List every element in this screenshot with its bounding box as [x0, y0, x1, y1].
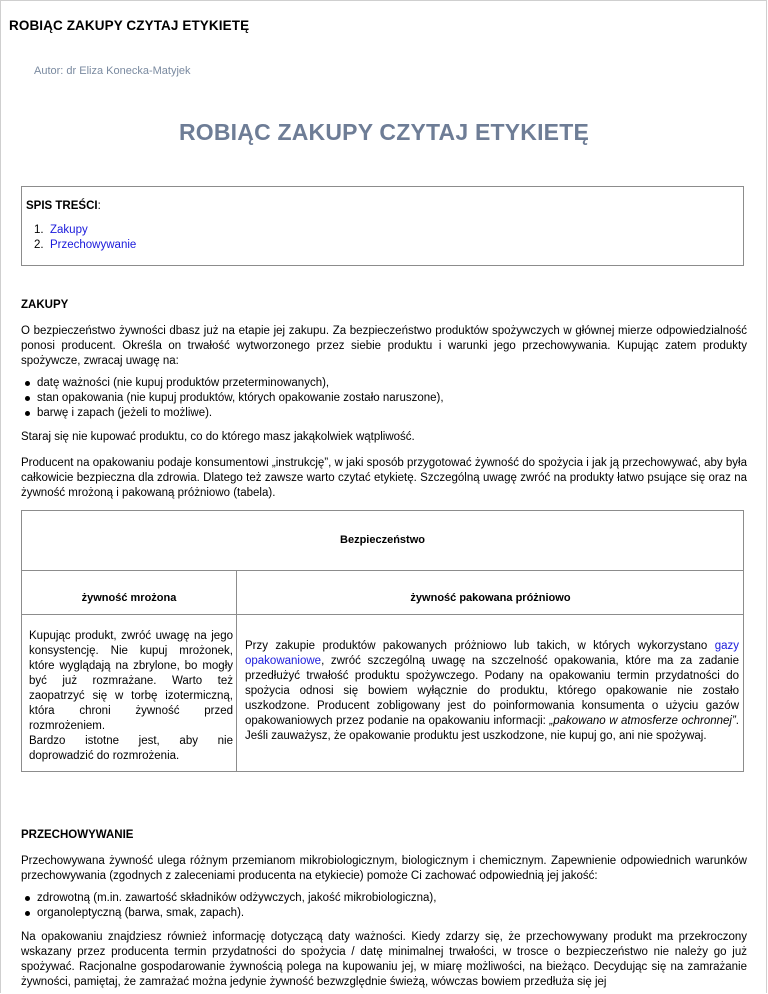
table-column-divider	[236, 571, 237, 771]
column-header-vacuum: żywność pakowana próżniowo	[410, 592, 571, 604]
toc-item	[34, 238, 136, 253]
table-of-contents	[21, 186, 744, 266]
toc-list	[34, 223, 136, 253]
toc-link-zakupy[interactable]: Zakupy	[50, 224, 88, 236]
cell-vacuum-text-part: . Jeśli zauważysz, że opakowanie produktu jest uszkodzone, nie kupuj go, ani nie spożywaj.	[245, 715, 739, 742]
cell-frozen-text-a: Kupując produkt, zwróć uwagę na jego konsystencję. Nie kupuj mrożonek, które wyglądają na zbrylone, bo mogły być już rozmrażane. Warto też zaopatrzyć się w torbę izotermiczną, która chroni żywność przed rozmrożeniem.	[29, 630, 233, 732]
zakupy-paragraph-2: Staraj się nie kupować produktu, co do którego masz jakąkolwiek wątpliwość.	[21, 431, 415, 443]
cell-vacuum-food	[245, 639, 739, 744]
przechowywanie-bullet-list	[21, 891, 747, 921]
link-gazy-opakowaniowe[interactable]: gazy opakowaniowe	[245, 640, 739, 667]
toc-item-number: 2.	[34, 239, 44, 251]
document-header-title: ROBIĄC ZAKUPY CZYTAJ ETYKIETĘ	[9, 18, 250, 33]
list-item: zdrowotną (m.in. zawartość składników odżywczych, jakość mikrobiologiczna),	[37, 891, 747, 906]
table-divider	[22, 570, 743, 571]
cell-vacuum-text	[245, 639, 739, 744]
toc-link-przechowywanie[interactable]: Przechowywanie	[50, 239, 137, 251]
section-heading-zakupy: ZAKUPY	[21, 299, 69, 311]
przechowywanie-intro: Przechowywana żywność ulega różnym przemianom mikrobiologicznym, biologicznym i chemicznym. Zapewnienie odpowiednich warunków przechowywania (zgodnych z zaleceniami producenta na etykiecie) pomoże Ci zachować odpowiednią jej jakość:	[21, 855, 747, 882]
list-item: organoleptyczną (barwa, smak, zapach).	[37, 906, 747, 921]
list-item: stan opakowania (nie kupuj produktów, których opakowanie zostało naruszone),	[37, 391, 747, 406]
section-heading-przechowywanie: PRZECHOWYWANIE	[21, 829, 134, 841]
cell-frozen-text-b: Bardzo istotne jest, aby nie doprowadzić do rozmrożenia.	[29, 735, 233, 762]
list-item: barwę i zapach (jeżeli to możliwe).	[37, 406, 747, 421]
zakupy-paragraph-3: Producent na opakowaniu podaje konsumentowi „instrukcję”, w jaki sposób przygotować żywność do spożycia i jak ją przechowywać, aby była całkowicie bezpieczna dla zdrowia. Dlatego też zawsze warto czytać etykietę. Szczególną uwagę zwróć na produkty łatwo psujące się oraz na żywność mrożoną i pakowaną próżniowo (tabela).	[21, 457, 747, 499]
page-title: ROBIĄC ZAKUPY CZYTAJ ETYKIETĘ	[178, 119, 590, 145]
cell-vacuum-text-part: , zwróć szczególną uwagę na szczelność opakowania, które ma za zadanie przedłużyć trwałość produktu spożywczego. Podany na opakowaniu termin przydatności do spożycia odnosi się bowiem wyłącznie do produktu, którego opakowanie nie zostało uszkodzone. Producent zobligowany jest do poinformowania konsumenta o użyciu gazów opakowaniowych przez podanie na opakowaniu informacji:	[245, 655, 739, 727]
section-zakupy	[21, 298, 747, 501]
toc-item-number: 1.	[34, 224, 44, 236]
toc-heading	[26, 199, 101, 214]
section-przechowywanie	[21, 828, 747, 990]
column-header-frozen: żywność mrożona	[81, 592, 177, 604]
table-divider	[22, 614, 743, 615]
list-item: datę ważności (nie kupuj produktów przeterminowanych),	[37, 376, 747, 391]
toc-heading-text: SPIS TREŚCI	[26, 200, 98, 212]
author-line: Autor: dr Eliza Konecka-Matyjek	[34, 65, 191, 77]
safety-table	[21, 510, 744, 772]
zakupy-intro: O bezpieczeństwo żywności dbasz już na etapie jej zakupu. Za bezpieczeństwo produktów spożywczych w głównej mierze odpowiedzialność ponosi producent. Określa on trwałość wytworzonego przez siebie produktu i warunki jego przechowywania. Kupując zatem produkty spożywcze, zwracaj uwagę na:	[21, 325, 747, 367]
cell-vacuum-italic: „pakowano w atmosferze ochronnej”	[549, 715, 736, 727]
cell-vacuum-text-part: Przy zakupie produktów pakowanych próżniowo lub takich, w których wykorzystano	[245, 640, 715, 652]
table-title: Bezpieczeństwo	[340, 534, 425, 546]
zakupy-bullet-list	[21, 376, 747, 421]
cell-frozen-food	[29, 629, 233, 764]
przechowywanie-paragraph-2: Na opakowaniu znajdziesz również informację dotyczącą daty ważności. Kiedy zdarzy się, że przechowywany produkt ma przekroczony wskazany przez producenta termin przydatności do spożycia / datę minimalnej trwałości, w trosce o bezpieczeństwo nie należy go już spożywać. Racjonalne gospodarowanie żywnością polega na kupowaniu jej, w miarę możliwości, na bieżąco. Decydując się na zamrażanie żywności, pamiętaj, że zamrażać można jedynie żywność bezwzględnie świeżą, wówczas bowiem przedłuża się jej	[21, 931, 747, 988]
toc-item	[34, 223, 136, 238]
toc-heading-colon: :	[97, 200, 101, 212]
